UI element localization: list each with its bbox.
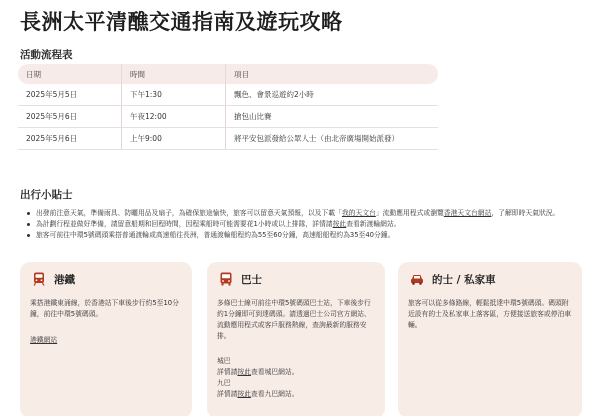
tip-text: ，了解即時天氣狀況。: [491, 209, 560, 217]
table-row: [18, 128, 438, 150]
tip-text: 為計劃行程並做好準備，請留意船期和回程時間，因程乘船時可能需要花1小時或以上排隊，詳情請: [36, 220, 333, 228]
hko-website-link[interactable]: 香港天文台網站: [443, 209, 492, 217]
card-text: 詳情請: [217, 390, 238, 398]
kmb-line: [217, 389, 375, 400]
cell-date: 2025年5月6日: [18, 106, 122, 127]
list-item: [26, 219, 586, 230]
card-text: 查看城巴網站。: [250, 368, 299, 376]
list-item: [26, 208, 586, 219]
tip-text: 」流動應用程式或瀏覽: [375, 209, 444, 217]
card-title: 港鐵: [54, 273, 75, 286]
schedule-table: [18, 64, 438, 150]
card-text: 詳情請: [217, 368, 238, 376]
card-text: 多條巴士線可前往中環5號碼頭巴士站，下車後步行約1分鐘即可到達碼頭。請透過巴士公司官方網站、流動應用程式或客戶服務熱線，查詢最新的服務安排。: [217, 299, 371, 340]
card-text: 查看九巴網站。: [250, 390, 299, 398]
tips-list: [26, 208, 586, 241]
citybus-line: [217, 367, 375, 378]
ferry-website-link[interactable]: 按此: [332, 220, 347, 228]
page-title: 長洲太平清醮交通指南及遊玩攻略: [20, 10, 343, 34]
taxi-card: [398, 262, 582, 416]
tip-text: 查看新渡輪網站。: [346, 220, 401, 228]
citybus-label: 城巴: [217, 357, 231, 365]
mtr-website-link[interactable]: 港鐵網站: [30, 336, 58, 344]
cell-item: 搶包山比賽: [234, 112, 272, 121]
bus-icon: [217, 270, 235, 288]
card-header: [30, 270, 182, 288]
tips-section-title: 出行小貼士: [20, 189, 73, 201]
tip-text: 出發前注意天氣，準備雨具、防曬用品及扇子，為確保旅途愉快，旅客可以留意天氣預報，以及下載「: [36, 209, 342, 217]
header-time: 時間: [122, 64, 226, 84]
car-icon: [408, 270, 426, 288]
cell-time: 下午1:30: [122, 84, 226, 105]
header-item: 項目: [234, 69, 249, 79]
schedule-header-row: [18, 64, 438, 84]
card-title: 的士 / 私家車: [432, 273, 496, 286]
tip-text: 旅客可前往中環5號碼頭乘搭普通渡輪或高速船往長洲，普通渡輪船程約為55至60分鐘，高速船船程約為35至40分鐘。: [36, 231, 395, 239]
cell-time: 午夜12:00: [122, 106, 226, 127]
list-item: [26, 230, 586, 241]
table-row: [18, 84, 438, 106]
train-icon: [30, 270, 48, 288]
mtr-card: [20, 262, 192, 416]
citybus-link[interactable]: 按此: [237, 368, 251, 376]
card-header: [217, 270, 375, 288]
cell-item: 飄色、會景巡遊約2小時: [234, 90, 314, 99]
bus-card: [207, 262, 385, 416]
kmb-link[interactable]: 按此: [237, 390, 251, 398]
cell-item: 將平安包派發給公眾人士（由北帝廣場開始派發）: [234, 134, 399, 143]
header-date: 日期: [18, 64, 122, 84]
card-text: 乘搭港鐵東涌線，於香港站下車後步行約5至10分鐘，前往中環5號碼頭。: [30, 299, 179, 318]
kmb-label: 九巴: [217, 379, 231, 387]
card-header: [408, 270, 572, 288]
table-row: [18, 106, 438, 128]
cell-date: 2025年5月5日: [18, 84, 122, 105]
card-title: 巴士: [241, 273, 262, 286]
schedule-section-title: 活動流程表: [20, 49, 73, 61]
cell-date: 2025年5月6日: [18, 128, 122, 149]
my-observatory-link[interactable]: 我的天文台: [341, 209, 376, 217]
cell-time: 上午9:00: [122, 128, 226, 149]
card-text: 旅客可以從多條路線，輕鬆抵達中環5號碼頭。碼頭附近設有的士及私家車上落客區，方便接送旅客或停泊車輛。: [408, 299, 572, 329]
